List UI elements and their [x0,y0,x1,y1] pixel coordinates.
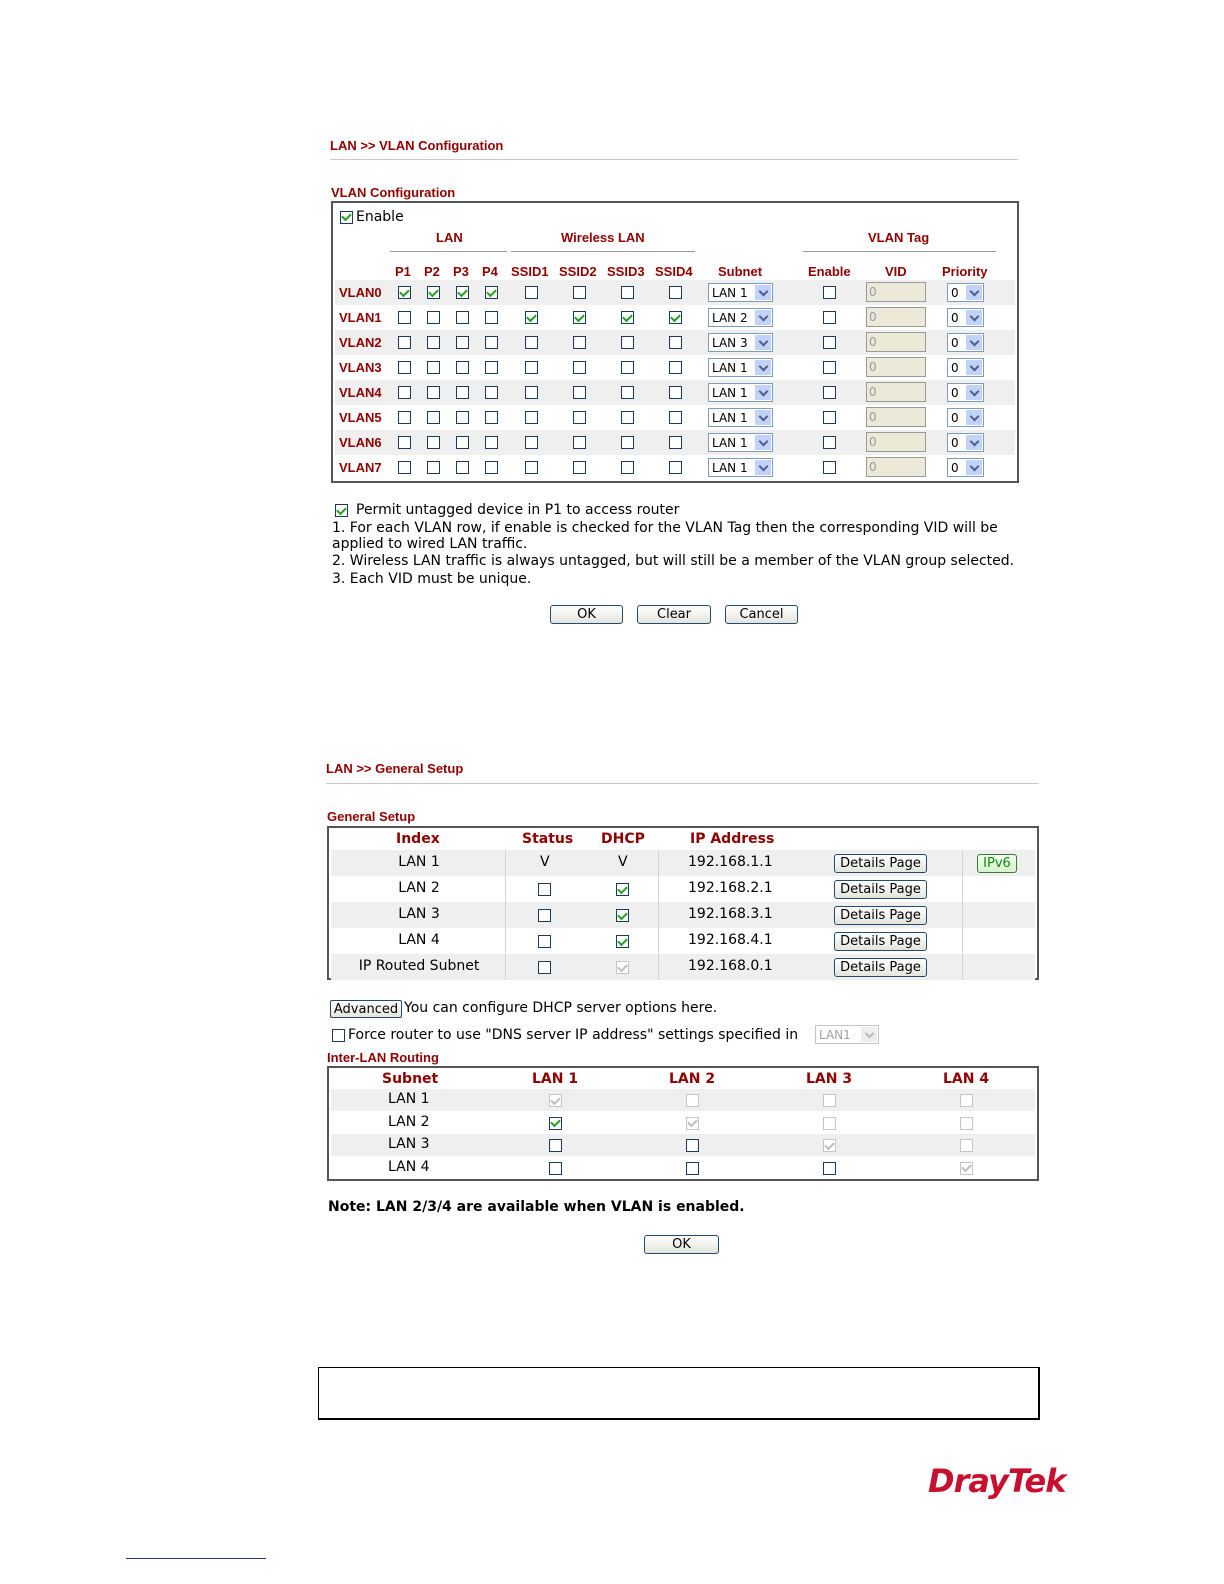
vlan-ok-button[interactable]: OK [550,605,623,624]
col-dhcp: DHCP [601,831,645,847]
general-breadcrumb: LAN >> General Setup [326,761,464,776]
vlan-row-name: VLAN3 [339,360,382,375]
ssid3-checkbox[interactable] [621,411,634,424]
note-1b: applied to wired LAN traffic. [332,536,528,552]
port-p4-checkbox[interactable] [485,461,498,474]
col-header-p3: P3 [453,264,469,279]
interlan-col-lan-4: LAN 4 [943,1071,990,1087]
vlan-tag-enable-checkbox[interactable] [823,461,836,474]
group-tag-label: VLAN Tag [868,230,930,245]
vlan-cancel-button[interactable]: Cancel [725,605,798,624]
vlan-breadcrumb: LAN >> VLAN Configuration [330,138,504,153]
divider [962,876,963,902]
chevron-down-icon [755,310,771,325]
col-ip-address: IP Address [690,831,775,847]
ssid4-checkbox[interactable] [669,286,682,299]
interlan-route-checkbox[interactable] [549,1162,562,1175]
port-p1-checkbox[interactable] [398,411,411,424]
ip-address: 192.168.1.1 [688,854,773,870]
note-2: 2. Wireless LAN traffic is always untagged, but will still be a member of the VLAN group selected. [332,553,1015,569]
chevron-down-icon [755,410,771,425]
col-header-ssid3: SSID3 [607,264,645,279]
ssid4-checkbox[interactable] [669,336,682,349]
permit-untagged-checkbox[interactable] [335,504,348,517]
lan-index: LAN 1 [398,854,440,870]
interlan-route-checkbox[interactable] [823,1117,836,1130]
col-header-ssid4: SSID4 [655,264,693,279]
interlan-route-checkbox[interactable] [686,1162,699,1175]
col-index: Index [396,831,440,847]
general-ok-button[interactable]: OK [644,1235,719,1254]
divider [962,928,963,954]
port-p3-checkbox[interactable] [456,286,469,299]
priority-select[interactable] [947,383,984,402]
divider [658,876,659,902]
vlan-row-name: VLAN7 [339,460,382,475]
ssid1-checkbox[interactable] [525,436,538,449]
divider [962,850,963,876]
general-section-title: General Setup [327,809,416,824]
priority-select[interactable] [947,358,984,377]
port-p3-checkbox[interactable] [456,336,469,349]
dhcp-checkbox[interactable] [616,935,629,948]
chevron-down-icon [755,385,771,400]
port-p2-checkbox[interactable] [427,311,440,324]
vlan-row-name: VLAN0 [339,285,382,300]
chevron-down-icon [966,460,982,475]
port-p1-checkbox[interactable] [398,461,411,474]
col-status: Status [522,831,574,847]
subnet-select[interactable] [708,408,773,427]
vlan-enable-checkbox[interactable] [340,211,353,224]
port-p3-checkbox[interactable] [456,461,469,474]
lan-index: IP Routed Subnet [358,958,480,974]
vlan-clear-button[interactable]: Clear [637,605,711,624]
interlan-route-checkbox[interactable] [549,1094,562,1107]
interlan-row-name: LAN 4 [388,1158,430,1175]
note-3: 3. Each VID must be unique. [332,571,532,587]
port-p2-checkbox[interactable] [427,336,440,349]
port-p3-checkbox[interactable] [456,436,469,449]
dns-lan-select[interactable] [815,1025,879,1044]
ssid2-checkbox[interactable] [573,336,586,349]
vid-input[interactable]: 0 [866,457,926,477]
ip-address: 192.168.3.1 [688,906,773,922]
dhcp-checkbox[interactable] [616,909,629,922]
interlan-row-name: LAN 3 [388,1136,430,1152]
priority-select[interactable] [947,333,984,352]
vlan-tag-enable-checkbox[interactable] [823,311,836,324]
port-p2-checkbox[interactable] [427,386,440,399]
priority-select-value: 0 [951,310,959,325]
port-p2-checkbox[interactable] [427,286,440,299]
ssid2-checkbox[interactable] [573,361,586,374]
subnet-select-value: LAN 1 [712,435,748,450]
interlan-route-checkbox[interactable] [686,1094,699,1107]
vid-input[interactable]: 0 [866,382,926,402]
col-header-subnet: Subnet [718,264,763,279]
ssid1-checkbox[interactable] [525,311,538,324]
port-p1-checkbox[interactable] [398,311,411,324]
subnet-select[interactable] [708,358,773,377]
port-p4-checkbox[interactable] [485,436,498,449]
ssid1-checkbox[interactable] [525,361,538,374]
table-row [331,1134,1035,1156]
interlan-row-name: LAN 1 [388,1091,430,1107]
ssid4-checkbox[interactable] [669,461,682,474]
status-checkbox[interactable] [538,883,551,896]
permit-untagged-label: Permit untagged device in P1 to access router [356,502,680,518]
vlan-row-name: VLAN6 [339,435,382,450]
interlan-row-name: LAN 2 [388,1113,430,1130]
ssid2-checkbox[interactable] [573,311,586,324]
lan-index: LAN 3 [398,906,440,922]
divider [658,902,659,928]
subnet-select[interactable] [708,383,773,402]
divider [326,783,1039,784]
vid-input[interactable]: 0 [866,357,926,377]
divider [390,251,507,252]
vlan-row-name: VLAN1 [339,310,382,325]
divider [962,902,963,928]
vlan-tag-enable-checkbox[interactable] [823,411,836,424]
priority-select[interactable] [947,308,984,327]
vlan-enable[interactable] [340,209,404,225]
chevron-down-icon [966,385,982,400]
draytek-logo [928,1462,1066,1500]
brand-text: DrayTek [928,1462,1066,1500]
vid-input[interactable]: 0 [866,407,926,427]
lan-index: LAN 2 [398,880,440,896]
vid-input[interactable]: 0 [866,332,926,352]
divider [803,251,996,252]
interlan-route-checkbox[interactable] [960,1117,973,1130]
dhcp-checkbox[interactable] [616,883,629,896]
port-p4-checkbox[interactable] [485,386,498,399]
priority-select-value: 0 [951,435,959,450]
vlan-row-name: VLAN5 [339,410,382,425]
chevron-down-icon [755,435,771,450]
interlan-route-checkbox[interactable] [823,1094,836,1107]
priority-select[interactable] [947,408,984,427]
interlan-col-lan-1: LAN 1 [532,1071,579,1087]
divider [658,928,659,954]
interlan-route-checkbox[interactable] [823,1162,836,1175]
ssid2-checkbox[interactable] [573,386,586,399]
ssid1-checkbox[interactable] [525,461,538,474]
priority-select-value: 0 [951,460,959,475]
subnet-select-value: LAN 1 [712,285,748,300]
col-header-p4: P4 [482,264,498,279]
col-header-p1: P1 [395,264,411,279]
ssid4-checkbox[interactable] [669,411,682,424]
chevron-down-icon [861,1027,877,1042]
interlan-table [327,1066,1039,1181]
interlan-route-checkbox[interactable] [686,1117,699,1130]
subnet-select[interactable] [708,433,773,452]
ssid3-checkbox[interactable] [621,361,634,374]
advanced-text: You can configure DHCP server options here. [404,1000,718,1016]
ssid2-checkbox[interactable] [573,436,586,449]
dns-lan-select-value: LAN1 [819,1027,851,1042]
note-1a: 1. For each VLAN row, if enable is checked for the VLAN Tag then the corresponding VID will be [332,520,998,536]
table-row [331,1112,1035,1134]
vlan-tag-enable-checkbox[interactable] [823,286,836,299]
col-header-ssid2: SSID2 [559,264,597,279]
details-page-button[interactable]: Details Page [834,906,927,925]
subnet-select[interactable] [708,333,773,352]
ssid2-checkbox[interactable] [573,461,586,474]
subnet-select-value: LAN 1 [712,410,748,425]
ssid1-checkbox[interactable] [525,336,538,349]
divider [505,902,506,928]
status-checkbox[interactable] [538,935,551,948]
port-p4-checkbox[interactable] [485,336,498,349]
priority-select[interactable] [947,433,984,452]
col-header-ssid1: SSID1 [511,264,549,279]
chevron-down-icon [966,410,982,425]
ssid1-checkbox[interactable] [525,286,538,299]
divider [505,954,506,980]
priority-select-value: 0 [951,335,959,350]
priority-select-value: 0 [951,385,959,400]
general-table [327,826,1039,980]
status-value: V [540,854,550,870]
table-row [331,1089,1035,1111]
divider [962,954,963,980]
vlan-row-name: VLAN2 [339,335,382,350]
vlan-note: Note: LAN 2/3/4 are available when VLAN is enabled. [328,1199,745,1215]
divider [505,876,506,902]
ip-address: 192.168.2.1 [688,880,773,896]
divider [505,850,506,876]
priority-select-value: 0 [951,285,959,300]
priority-select[interactable] [947,458,984,477]
interlan-route-checkbox[interactable] [549,1139,562,1152]
port-p3-checkbox[interactable] [456,361,469,374]
force-dns-checkbox[interactable] [332,1029,345,1042]
chevron-down-icon [966,360,982,375]
ssid3-checkbox[interactable] [621,311,634,324]
divider [658,954,659,980]
ssid4-checkbox[interactable] [669,436,682,449]
subnet-select-value: LAN 2 [712,310,748,325]
vlan-tag-enable-checkbox[interactable] [823,361,836,374]
ssid1-checkbox[interactable] [525,386,538,399]
subnet-select-value: LAN 1 [712,360,748,375]
divider [658,850,659,876]
col-header-p2: P2 [424,264,440,279]
details-page-button[interactable]: Details Page [834,880,927,899]
priority-select-value: 0 [951,360,959,375]
port-p2-checkbox[interactable] [427,361,440,374]
port-p4-checkbox[interactable] [485,286,498,299]
subnet-select-value: LAN 1 [712,385,748,400]
port-p4-checkbox[interactable] [485,361,498,374]
ip-address: 192.168.4.1 [688,932,773,948]
ssid3-checkbox[interactable] [621,336,634,349]
group-lan-label: LAN [436,230,463,245]
ssid3-checkbox[interactable] [621,461,634,474]
status-checkbox[interactable] [538,961,551,974]
port-p4-checkbox[interactable] [485,411,498,424]
port-p4-checkbox[interactable] [485,311,498,324]
divider [511,251,695,252]
divider [505,928,506,954]
divider [330,159,1018,160]
ipv6-button[interactable]: IPv6 [977,854,1017,873]
ssid3-checkbox[interactable] [621,386,634,399]
vid-input[interactable]: 0 [866,307,926,327]
permit-untagged[interactable] [335,502,679,519]
subnet-select-value: LAN 3 [712,335,748,350]
vlan-tag-enable-checkbox[interactable] [823,386,836,399]
ssid3-checkbox[interactable] [621,436,634,449]
interlan-route-checkbox[interactable] [823,1139,836,1152]
chevron-down-icon [755,335,771,350]
priority-select-value: 0 [951,410,959,425]
vid-input[interactable]: 0 [866,282,926,302]
chevron-down-icon [755,460,771,475]
chevron-down-icon [755,360,771,375]
table-row [331,1157,1035,1179]
port-p3-checkbox[interactable] [456,386,469,399]
chevron-down-icon [755,285,771,300]
col-header-vid: VID [885,264,907,279]
vlan-row-name: VLAN4 [339,385,382,400]
interlan-route-checkbox[interactable] [686,1139,699,1152]
ssid1-checkbox[interactable] [525,411,538,424]
chevron-down-icon [966,310,982,325]
port-p3-checkbox[interactable] [456,311,469,324]
force-dns[interactable] [332,1027,798,1044]
vlan-enable-label: Enable [356,209,404,225]
port-p1-checkbox[interactable] [398,436,411,449]
subnet-select[interactable] [708,283,773,302]
vlan-tag-enable-checkbox[interactable] [823,436,836,449]
col-header-priority: Priority [942,264,988,279]
interlan-col-lan-2: LAN 2 [669,1071,716,1087]
blank-note-box [318,1367,1040,1420]
advanced-button[interactable]: Advanced [330,1000,402,1018]
chevron-down-icon [966,435,982,450]
dhcp-checkbox[interactable] [616,961,629,974]
details-page-button[interactable]: Details Page [834,958,927,977]
force-dns-label: Force router to use "DNS server IP address" settings specified in [348,1027,799,1043]
vlan-section-title: VLAN Configuration [331,185,456,200]
details-page-button[interactable]: Details Page [834,854,927,873]
group-wlan-label: Wireless LAN [561,230,645,245]
vlan-table [331,201,1019,483]
port-p1-checkbox[interactable] [398,286,411,299]
dhcp-value: V [618,854,628,870]
chevron-down-icon [966,335,982,350]
ip-address: 192.168.0.1 [688,958,773,974]
ssid4-checkbox[interactable] [669,311,682,324]
chevron-down-icon [966,285,982,300]
port-p3-checkbox[interactable] [456,411,469,424]
port-p1-checkbox[interactable] [398,386,411,399]
interlan-title: Inter-LAN Routing [327,1050,439,1065]
ssid4-checkbox[interactable] [669,361,682,374]
port-p1-checkbox[interactable] [398,361,411,374]
interlan-route-checkbox[interactable] [549,1117,562,1130]
ssid3-checkbox[interactable] [621,286,634,299]
interlan-route-checkbox[interactable] [960,1162,973,1175]
interlan-col-subnet: Subnet [382,1071,439,1087]
port-p2-checkbox[interactable] [427,436,440,449]
status-checkbox[interactable] [538,909,551,922]
col-header-enable: Enable [808,264,851,279]
interlan-col-lan-3: LAN 3 [806,1071,853,1087]
subnet-select-value: LAN 1 [712,460,748,475]
lan-index: LAN 4 [398,932,440,948]
vlan-tag-enable-checkbox[interactable] [823,336,836,349]
interlan-route-checkbox[interactable] [960,1139,973,1152]
subnet-select[interactable] [708,308,773,327]
vid-input[interactable]: 0 [866,432,926,452]
priority-select[interactable] [947,283,984,302]
port-p2-checkbox[interactable] [427,461,440,474]
interlan-route-checkbox[interactable] [960,1094,973,1107]
subnet-select[interactable] [708,458,773,477]
port-p2-checkbox[interactable] [427,411,440,424]
ssid4-checkbox[interactable] [669,386,682,399]
ssid2-checkbox[interactable] [573,411,586,424]
footnote-rule [126,1558,266,1559]
ssid2-checkbox[interactable] [573,286,586,299]
port-p1-checkbox[interactable] [398,336,411,349]
details-page-button[interactable]: Details Page [834,932,927,951]
